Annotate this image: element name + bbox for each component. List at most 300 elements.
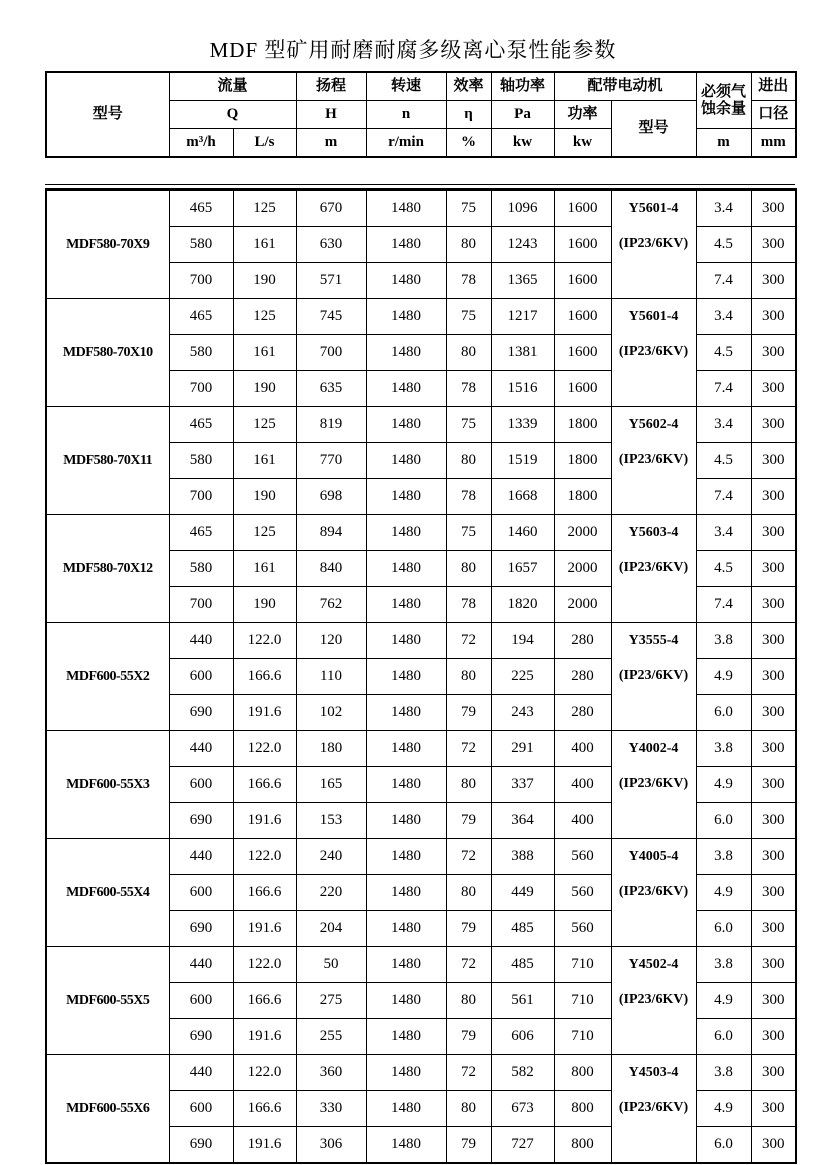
- motor-model-cell: [611, 623, 696, 731]
- motor-model-text: Y5601-4: [628, 309, 679, 324]
- efficiency-cell: 72: [446, 947, 491, 983]
- motor-power-cell: 1800: [554, 479, 611, 515]
- npsh-cell: 4.5: [696, 335, 751, 371]
- header-table: [45, 71, 797, 158]
- motor-protection-text: (IP23/6KV): [618, 1100, 689, 1115]
- flow-ls-cell: 161: [233, 335, 296, 371]
- npsh-cell: 7.4: [696, 587, 751, 623]
- flow-m3h-cell: 700: [169, 263, 233, 299]
- flow-ls-cell: 122.0: [233, 731, 296, 767]
- flow-m3h-cell: 700: [169, 587, 233, 623]
- efficiency-cell: 79: [446, 803, 491, 839]
- npsh-cell: 3.8: [696, 731, 751, 767]
- pump-data-row: [46, 623, 796, 659]
- speed-cell: 1480: [366, 371, 446, 407]
- npsh-cell: 3.8: [696, 839, 751, 875]
- npsh-cell: 4.5: [696, 443, 751, 479]
- head-cell: 255: [296, 1019, 366, 1055]
- port-cell: 300: [751, 190, 796, 227]
- flow-ls-cell: 191.6: [233, 803, 296, 839]
- shaft-power-cell: 1519: [491, 443, 554, 479]
- performance-table: [45, 188, 797, 1164]
- shaft-power-cell: 1339: [491, 407, 554, 443]
- npsh-cell: 4.9: [696, 983, 751, 1019]
- flow-m3h-cell: 580: [169, 551, 233, 587]
- motor-model-text: Y5602-4: [628, 417, 679, 432]
- symbol-efficiency: η: [446, 101, 491, 129]
- flow-ls-cell: 125: [233, 299, 296, 335]
- flow-m3h-cell: 440: [169, 947, 233, 983]
- shaft-power-cell: 561: [491, 983, 554, 1019]
- flow-m3h-cell: 580: [169, 335, 233, 371]
- head-cell: 819: [296, 407, 366, 443]
- motor-power-cell: 1600: [554, 335, 611, 371]
- pump-data-row: [46, 839, 796, 875]
- port-cell: 300: [751, 1127, 796, 1164]
- speed-cell: 1480: [366, 263, 446, 299]
- flow-m3h-cell: 440: [169, 731, 233, 767]
- motor-power-cell: 1600: [554, 190, 611, 227]
- speed-cell: 1480: [366, 1127, 446, 1164]
- port-cell: 300: [751, 659, 796, 695]
- speed-cell: 1480: [366, 587, 446, 623]
- head-cell: 220: [296, 875, 366, 911]
- speed-cell: 1480: [366, 443, 446, 479]
- flow-ls-cell: 191.6: [233, 1019, 296, 1055]
- speed-cell: 1480: [366, 659, 446, 695]
- motor-model-cell: [611, 515, 696, 623]
- shaft-power-cell: 1217: [491, 299, 554, 335]
- npsh-cell: 6.0: [696, 695, 751, 731]
- speed-cell: 1480: [366, 335, 446, 371]
- flow-m3h-cell: 690: [169, 803, 233, 839]
- unit-efficiency: %: [446, 129, 491, 158]
- motor-protection-text: (IP23/6KV): [618, 344, 689, 359]
- motor-power-cell: 710: [554, 947, 611, 983]
- speed-cell: 1480: [366, 227, 446, 263]
- port-cell: 300: [751, 443, 796, 479]
- pump-model-cell: MDF600-55X5: [46, 947, 169, 1055]
- port-cell: 300: [751, 731, 796, 767]
- npsh-cell: 4.5: [696, 551, 751, 587]
- motor-power-cell: 1600: [554, 299, 611, 335]
- flow-m3h-cell: 465: [169, 407, 233, 443]
- motor-protection-text: (IP23/6KV): [618, 668, 689, 683]
- flow-m3h-cell: 700: [169, 371, 233, 407]
- pump-data-row: [46, 1055, 796, 1091]
- flow-ls-cell: 166.6: [233, 983, 296, 1019]
- motor-model-text: Y4005-4: [628, 849, 679, 864]
- efficiency-cell: 75: [446, 299, 491, 335]
- motor-power-cell: 1800: [554, 443, 611, 479]
- head-cell: 700: [296, 335, 366, 371]
- motor-power-cell: 1600: [554, 263, 611, 299]
- speed-cell: 1480: [366, 695, 446, 731]
- motor-power-cell: 1600: [554, 227, 611, 263]
- pump-data-row: [46, 407, 796, 443]
- speed-cell: 1480: [366, 1091, 446, 1127]
- speed-cell: 1480: [366, 1019, 446, 1055]
- efficiency-cell: 80: [446, 227, 491, 263]
- head-cell: 120: [296, 623, 366, 659]
- npsh-cell: 6.0: [696, 1019, 751, 1055]
- pump-data-row: [46, 299, 796, 335]
- speed-cell: 1480: [366, 983, 446, 1019]
- head-cell: 50: [296, 947, 366, 983]
- pump-data-row: [46, 515, 796, 551]
- motor-model-cell: [611, 731, 696, 839]
- head-cell: 630: [296, 227, 366, 263]
- npsh-cell: 7.4: [696, 371, 751, 407]
- efficiency-cell: 72: [446, 623, 491, 659]
- head-cell: 360: [296, 1055, 366, 1091]
- port-cell: 300: [751, 335, 796, 371]
- motor-power-cell: 400: [554, 767, 611, 803]
- page-title: MDF 型矿用耐磨耐腐多级离心泵性能参数: [209, 38, 617, 62]
- pump-model-cell: MDF580-70X11: [46, 407, 169, 515]
- efficiency-cell: 78: [446, 371, 491, 407]
- head-cell: 670: [296, 190, 366, 227]
- col-header-port-line2: 口径: [751, 101, 796, 129]
- motor-model-text: Y4502-4: [628, 957, 679, 972]
- motor-model-cell: [611, 1055, 696, 1164]
- efficiency-cell: 80: [446, 983, 491, 1019]
- npsh-label-line1: 必须气: [701, 84, 747, 100]
- head-cell: 635: [296, 371, 366, 407]
- flow-ls-cell: 191.6: [233, 911, 296, 947]
- npsh-cell: 7.4: [696, 263, 751, 299]
- efficiency-cell: 75: [446, 515, 491, 551]
- col-header-motor-power: 功率: [554, 101, 611, 129]
- head-cell: 180: [296, 731, 366, 767]
- speed-cell: 1480: [366, 839, 446, 875]
- flow-ls-cell: 161: [233, 551, 296, 587]
- efficiency-cell: 72: [446, 839, 491, 875]
- npsh-cell: 3.8: [696, 623, 751, 659]
- npsh-cell: 3.8: [696, 1055, 751, 1091]
- motor-power-cell: 560: [554, 911, 611, 947]
- pump-model-cell: MDF580-70X10: [46, 299, 169, 407]
- motor-model-cell: [611, 407, 696, 515]
- efficiency-cell: 78: [446, 587, 491, 623]
- speed-cell: 1480: [366, 911, 446, 947]
- port-cell: 300: [751, 875, 796, 911]
- port-cell: 300: [751, 1091, 796, 1127]
- speed-cell: 1480: [366, 947, 446, 983]
- motor-model-cell: [611, 190, 696, 299]
- port-cell: 300: [751, 947, 796, 983]
- motor-model-cell: [611, 839, 696, 947]
- col-header-motor-group: 配带电动机: [554, 72, 696, 101]
- shaft-power-cell: 1657: [491, 551, 554, 587]
- shaft-power-cell: 364: [491, 803, 554, 839]
- head-cell: 275: [296, 983, 366, 1019]
- motor-protection-text: (IP23/6KV): [618, 884, 689, 899]
- speed-cell: 1480: [366, 407, 446, 443]
- flow-ls-cell: 190: [233, 263, 296, 299]
- port-cell: 300: [751, 623, 796, 659]
- flow-ls-cell: 166.6: [233, 767, 296, 803]
- efficiency-cell: 72: [446, 1055, 491, 1091]
- efficiency-cell: 79: [446, 1127, 491, 1164]
- pump-model-cell: MDF600-55X2: [46, 623, 169, 731]
- flow-ls-cell: 161: [233, 443, 296, 479]
- efficiency-cell: 75: [446, 190, 491, 227]
- pump-data-row: [46, 190, 796, 227]
- efficiency-cell: 75: [446, 407, 491, 443]
- npsh-cell: 3.4: [696, 407, 751, 443]
- motor-model-cell: [611, 947, 696, 1055]
- unit-port: mm: [751, 129, 796, 158]
- speed-cell: 1480: [366, 479, 446, 515]
- motor-power-cell: 710: [554, 1019, 611, 1055]
- port-cell: 300: [751, 803, 796, 839]
- unit-speed: r/min: [366, 129, 446, 158]
- head-cell: 330: [296, 1091, 366, 1127]
- shaft-power-cell: 1668: [491, 479, 554, 515]
- efficiency-cell: 80: [446, 335, 491, 371]
- pump-model-cell: MDF600-55X6: [46, 1055, 169, 1164]
- motor-protection-text: (IP23/6KV): [618, 236, 689, 251]
- port-cell: 300: [751, 515, 796, 551]
- speed-cell: 1480: [366, 731, 446, 767]
- col-header-shaft-power: 轴功率: [491, 72, 554, 101]
- shaft-power-cell: 388: [491, 839, 554, 875]
- flow-ls-cell: 161: [233, 227, 296, 263]
- flow-ls-cell: 166.6: [233, 875, 296, 911]
- port-cell: 300: [751, 407, 796, 443]
- head-cell: 204: [296, 911, 366, 947]
- col-header-port-line1: 进出: [751, 72, 796, 101]
- npsh-cell: 4.5: [696, 227, 751, 263]
- port-cell: 300: [751, 371, 796, 407]
- motor-model-text: Y4503-4: [628, 1065, 679, 1080]
- speed-cell: 1480: [366, 551, 446, 587]
- npsh-cell: 4.9: [696, 1091, 751, 1127]
- speed-cell: 1480: [366, 623, 446, 659]
- npsh-cell: 6.0: [696, 911, 751, 947]
- flow-ls-cell: 122.0: [233, 1055, 296, 1091]
- flow-m3h-cell: 690: [169, 1019, 233, 1055]
- flow-m3h-cell: 465: [169, 299, 233, 335]
- flow-m3h-cell: 600: [169, 983, 233, 1019]
- head-cell: 153: [296, 803, 366, 839]
- unit-shaft-power: kw: [491, 129, 554, 158]
- head-cell: 571: [296, 263, 366, 299]
- motor-power-cell: 2000: [554, 587, 611, 623]
- shaft-power-cell: 485: [491, 947, 554, 983]
- motor-power-cell: 280: [554, 659, 611, 695]
- motor-power-cell: 710: [554, 983, 611, 1019]
- symbol-head: H: [296, 101, 366, 129]
- flow-ls-cell: 125: [233, 515, 296, 551]
- npsh-cell: 4.9: [696, 875, 751, 911]
- head-cell: 110: [296, 659, 366, 695]
- npsh-cell: 3.4: [696, 190, 751, 227]
- pump-model-cell: MDF600-55X3: [46, 731, 169, 839]
- motor-protection-text: (IP23/6KV): [618, 560, 689, 575]
- motor-protection-text: (IP23/6KV): [618, 452, 689, 467]
- speed-cell: 1480: [366, 875, 446, 911]
- port-cell: 300: [751, 983, 796, 1019]
- flow-m3h-cell: 690: [169, 911, 233, 947]
- flow-m3h-cell: 440: [169, 839, 233, 875]
- unit-motor-power: kw: [554, 129, 611, 158]
- efficiency-cell: 80: [446, 659, 491, 695]
- shaft-power-cell: 485: [491, 911, 554, 947]
- efficiency-cell: 80: [446, 1091, 491, 1127]
- head-cell: 894: [296, 515, 366, 551]
- speed-cell: 1480: [366, 803, 446, 839]
- port-cell: 300: [751, 299, 796, 335]
- motor-power-cell: 400: [554, 803, 611, 839]
- motor-model-text: Y3555-4: [628, 633, 679, 648]
- motor-power-cell: 280: [554, 695, 611, 731]
- head-cell: 770: [296, 443, 366, 479]
- flow-ls-cell: 190: [233, 479, 296, 515]
- pump-model-cell: MDF580-70X9: [46, 190, 169, 299]
- flow-m3h-cell: 440: [169, 1055, 233, 1091]
- npsh-cell: 3.4: [696, 515, 751, 551]
- flow-ls-cell: 125: [233, 190, 296, 227]
- shaft-power-cell: 673: [491, 1091, 554, 1127]
- npsh-cell: 3.8: [696, 947, 751, 983]
- speed-cell: 1480: [366, 515, 446, 551]
- flow-m3h-cell: 600: [169, 875, 233, 911]
- efficiency-cell: 79: [446, 695, 491, 731]
- head-cell: 745: [296, 299, 366, 335]
- shaft-power-cell: 1243: [491, 227, 554, 263]
- col-header-speed: 转速: [366, 72, 446, 101]
- efficiency-cell: 79: [446, 911, 491, 947]
- shaft-power-cell: 194: [491, 623, 554, 659]
- port-cell: 300: [751, 695, 796, 731]
- flow-m3h-cell: 580: [169, 227, 233, 263]
- flow-m3h-cell: 600: [169, 767, 233, 803]
- unit-head: m: [296, 129, 366, 158]
- motor-model-text: Y4002-4: [628, 741, 679, 756]
- motor-model-text: Y5603-4: [628, 525, 679, 540]
- flow-m3h-cell: 580: [169, 443, 233, 479]
- speed-cell: 1480: [366, 1055, 446, 1091]
- flow-ls-cell: 191.6: [233, 1127, 296, 1164]
- col-header-efficiency: 效率: [446, 72, 491, 101]
- shaft-power-cell: 606: [491, 1019, 554, 1055]
- npsh-cell: 3.4: [696, 299, 751, 335]
- head-cell: 306: [296, 1127, 366, 1164]
- shaft-power-cell: 1516: [491, 371, 554, 407]
- shaft-power-cell: 1381: [491, 335, 554, 371]
- motor-power-cell: 800: [554, 1127, 611, 1164]
- pump-model-cell: MDF580-70X12: [46, 515, 169, 623]
- head-cell: 240: [296, 839, 366, 875]
- head-cell: 102: [296, 695, 366, 731]
- efficiency-cell: 72: [446, 731, 491, 767]
- efficiency-cell: 78: [446, 263, 491, 299]
- unit-flow-ls: L/s: [233, 129, 296, 158]
- motor-power-cell: 2000: [554, 515, 611, 551]
- flow-m3h-cell: 600: [169, 1091, 233, 1127]
- pump-data-row: [46, 731, 796, 767]
- col-header-head: 扬程: [296, 72, 366, 101]
- flow-ls-cell: 166.6: [233, 1091, 296, 1127]
- symbol-flow: Q: [169, 101, 296, 129]
- flow-ls-cell: 125: [233, 407, 296, 443]
- speed-cell: 1480: [366, 767, 446, 803]
- shaft-power-cell: 449: [491, 875, 554, 911]
- motor-protection-text: (IP23/6KV): [618, 992, 689, 1007]
- shaft-power-cell: 291: [491, 731, 554, 767]
- head-cell: 698: [296, 479, 366, 515]
- efficiency-cell: 79: [446, 1019, 491, 1055]
- shaft-power-cell: 337: [491, 767, 554, 803]
- flow-m3h-cell: 700: [169, 479, 233, 515]
- flow-ls-cell: 122.0: [233, 839, 296, 875]
- motor-power-cell: 800: [554, 1055, 611, 1091]
- port-cell: 300: [751, 1019, 796, 1055]
- npsh-label-line2: 蚀余量: [701, 100, 747, 117]
- port-cell: 300: [751, 587, 796, 623]
- port-cell: 300: [751, 551, 796, 587]
- efficiency-cell: 78: [446, 479, 491, 515]
- npsh-cell: 4.9: [696, 767, 751, 803]
- col-header-flow: 流量: [169, 72, 296, 101]
- flow-m3h-cell: 690: [169, 695, 233, 731]
- header-row-1: [46, 72, 796, 101]
- motor-model-cell: [611, 299, 696, 407]
- table-area: [45, 71, 795, 1164]
- symbol-shaft-power: Pa: [491, 101, 554, 129]
- port-cell: 300: [751, 911, 796, 947]
- unit-npsh: m: [696, 129, 751, 158]
- unit-flow-m3h: m³/h: [169, 129, 233, 158]
- shaft-power-cell: 1820: [491, 587, 554, 623]
- shaft-power-cell: 582: [491, 1055, 554, 1091]
- flow-m3h-cell: 600: [169, 659, 233, 695]
- motor-power-cell: 800: [554, 1091, 611, 1127]
- efficiency-cell: 80: [446, 551, 491, 587]
- motor-power-cell: 2000: [554, 551, 611, 587]
- pump-data-row: [46, 947, 796, 983]
- efficiency-cell: 80: [446, 767, 491, 803]
- head-cell: 840: [296, 551, 366, 587]
- flow-ls-cell: 166.6: [233, 659, 296, 695]
- speed-cell: 1480: [366, 299, 446, 335]
- shaft-power-cell: 225: [491, 659, 554, 695]
- port-cell: 300: [751, 227, 796, 263]
- flow-ls-cell: 190: [233, 587, 296, 623]
- port-cell: 300: [751, 839, 796, 875]
- flow-ls-cell: 122.0: [233, 947, 296, 983]
- head-cell: 762: [296, 587, 366, 623]
- npsh-cell: 6.0: [696, 1127, 751, 1164]
- motor-power-cell: 400: [554, 731, 611, 767]
- motor-power-cell: 560: [554, 875, 611, 911]
- shaft-power-cell: 1096: [491, 190, 554, 227]
- flow-m3h-cell: 440: [169, 623, 233, 659]
- flow-ls-cell: 191.6: [233, 695, 296, 731]
- symbol-speed: n: [366, 101, 446, 129]
- motor-power-cell: 560: [554, 839, 611, 875]
- port-cell: 300: [751, 1055, 796, 1091]
- flow-m3h-cell: 690: [169, 1127, 233, 1164]
- motor-protection-text: (IP23/6KV): [618, 776, 689, 791]
- head-cell: 165: [296, 767, 366, 803]
- npsh-cell: 7.4: [696, 479, 751, 515]
- shaft-power-cell: 1460: [491, 515, 554, 551]
- col-header-motor-model: 型号: [611, 101, 696, 158]
- motor-power-cell: 280: [554, 623, 611, 659]
